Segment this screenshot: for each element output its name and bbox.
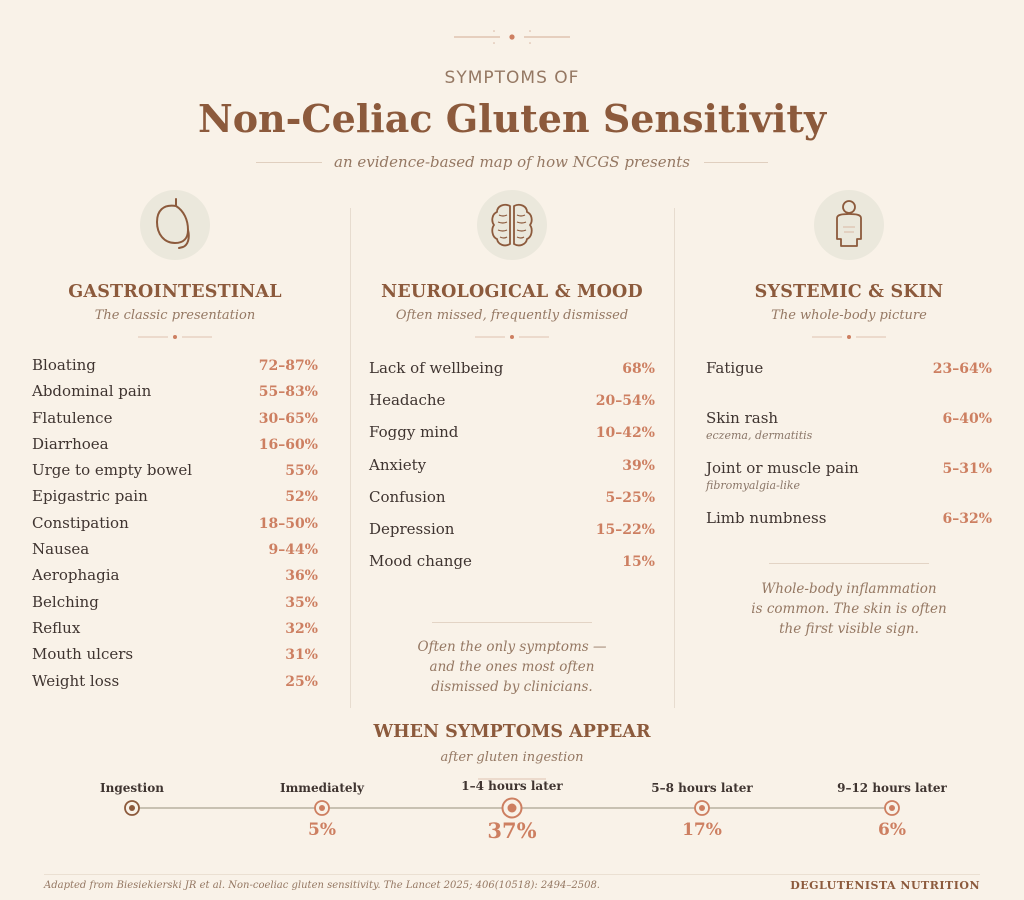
gastrointestinal-column [32,190,318,690]
timeline-marker [695,801,709,815]
symptom-prevalence: 72–87% [258,358,318,374]
symptom-item [706,409,992,459]
symptom-note: eczema, dermatitis [706,429,813,442]
section-ornament [138,333,212,341]
symptom-label: Lack of wellbeing [369,359,504,377]
page-title: Non-Celiac Gluten Sensitivity [197,96,827,141]
timeline-marker [885,801,899,815]
symptom-row [32,435,318,461]
brain-icon [487,200,537,250]
note-line: the first visible sign. [779,621,919,637]
systemic-list [706,359,992,559]
symptom-prevalence: 18–50% [258,515,318,532]
symptom-label: Flatulence [32,408,113,427]
note-line: Often the only symptoms — [417,639,607,655]
symptom-row [706,409,992,427]
body-icon-badge [814,190,884,260]
symptom-prevalence: 52% [285,489,318,506]
note-line: dismissed by clinicians. [431,679,593,695]
symptom-label: Fatigue [706,359,764,377]
symptom-row [32,514,318,540]
section-ornament [475,333,549,341]
symptom-item [706,359,992,409]
symptom-label: Depression [369,519,455,538]
source-citation: Adapted from Biesiekierski JR et al. Non-coeliac gluten sensitivity. The Lancet 2025; 406(10518): 2494–2508. [44,880,600,891]
timeline-label: Ingestion [100,781,164,795]
symptom-row [706,359,992,377]
symptom-prevalence: 31% [285,647,318,664]
note-rule [769,563,929,564]
gastrointestinal-title: GASTROINTESTINAL [68,282,282,302]
symptom-prevalence: 25% [285,673,318,690]
brand-name: DEGLUTENISTA NUTRITION [790,879,980,892]
symptom-prevalence: 36% [285,568,318,585]
symptom-item [706,509,992,559]
neurological-subtitle: Often missed, frequently dismissed [395,308,629,323]
symptom-row [369,359,655,391]
symptom-label: Foggy mind [369,423,459,442]
symptom-item [706,459,992,509]
symptom-prevalence: 5–31% [942,461,992,477]
symptom-row [32,461,318,487]
symptom-row [706,509,992,527]
brain-icon-badge [477,190,547,260]
symptom-prevalence: 6–40% [942,411,992,427]
symptom-row [369,552,655,584]
symptom-prevalence: 55% [285,463,318,480]
symptom-row [32,487,318,513]
note-line: Whole-body inflammation [761,581,937,597]
note-rule [432,622,592,623]
timeline-value: 37% [487,818,537,843]
symptom-prevalence: 9–44% [268,542,318,559]
symptom-row [32,382,318,408]
neurological-title: NEUROLOGICAL & MOOD [381,282,643,302]
symptom-row [369,456,655,488]
timeline-value: 17% [682,820,722,840]
symptom-row [32,593,318,619]
timeline-marker-peak [503,799,522,818]
timeline-label: 1–4 hours later [461,779,563,793]
symptom-prevalence: 16–60% [258,436,318,453]
note-line: is common. The skin is often [751,601,947,617]
symptom-row [32,645,318,671]
symptom-row [32,672,318,698]
symptom-label: Bloating [32,356,96,374]
body-icon [829,199,869,251]
symptom-row [32,540,318,566]
symptom-label: Skin rash [706,409,779,427]
symptom-label: Limb numbness [706,509,827,527]
symptom-label: Mood change [369,552,472,571]
symptom-label: Constipation [32,513,129,532]
note-line: and the ones most often [429,659,595,675]
symptom-row [369,391,655,423]
symptom-label: Headache [369,391,446,410]
systemic-note [706,579,992,639]
symptom-row [32,409,318,435]
symptom-row [706,459,992,477]
systemic-subtitle: The whole-body picture [771,308,927,323]
timeline-value: 5% [308,820,336,840]
symptom-prevalence: 55–83% [258,384,318,401]
symptom-label: Mouth ulcers [32,645,134,664]
timeline-label: 5–8 hours later [651,781,753,795]
symptom-row [369,520,655,552]
symptom-label: Urge to empty bowel [32,461,193,480]
symptom-label: Belching [32,592,99,611]
symptom-row [32,356,318,382]
stomach-icon-badge [140,190,210,260]
neurological-column [369,190,655,571]
page-subtitle: an evidence-based map of how NCGS presents [334,153,690,171]
page-kicker: SYMPTOMS OF [444,68,580,88]
symptom-label: Diarrhoea [32,434,109,453]
symptom-label: Joint or muscle pain [706,459,859,477]
symptom-label: Anxiety [369,455,427,474]
timeline-marker [125,801,139,815]
neurological-note [369,637,655,697]
symptom-prevalence: 30–65% [258,410,318,427]
symptom-label: Aerophagia [32,566,120,585]
timeline-label: 9–12 hours later [837,781,947,795]
gastrointestinal-list [32,356,318,698]
section-ornament [812,333,886,341]
systemic-title: SYSTEMIC & SKIN [754,282,944,302]
gastrointestinal-subtitle: The classic presentation [94,308,256,323]
symptom-row [369,423,655,455]
symptom-prevalence: 15% [622,554,655,571]
column-divider [350,208,351,708]
symptom-prevalence: 23–64% [932,361,992,377]
symptom-row [32,566,318,592]
column-divider [674,208,675,708]
symptom-label: Reflux [32,618,81,637]
symptom-prevalence: 10–42% [595,425,655,442]
symptom-label: Confusion [369,487,446,506]
symptom-prevalence: 35% [285,594,318,611]
symptom-prevalence: 6–32% [942,511,992,527]
symptom-label: Weight loss [32,671,120,690]
stomach-icon [151,197,199,253]
timeline-title: WHEN SYMPTOMS APPEAR [373,722,651,742]
symptom-prevalence: 15–22% [595,521,655,538]
symptom-row [32,619,318,645]
symptom-label: Epigastric pain [32,487,148,506]
timeline-value: 6% [878,820,906,840]
systemic-column [706,190,992,527]
symptom-prevalence: 20–54% [595,393,655,410]
symptom-row [369,488,655,520]
symptom-note: fibromyalgia-like [706,479,801,492]
timeline-label: Immediately [279,781,365,795]
timeline-subtitle: after gluten ingestion [440,750,584,765]
footer-rule [44,874,980,875]
symptom-prevalence: 68% [622,361,655,377]
timeline-marker [315,801,329,815]
header-ornament [454,28,570,46]
neurological-list [369,359,655,584]
symptom-label: Abdominal pain [32,382,152,401]
symptom-label: Nausea [32,540,90,559]
symptom-prevalence: 39% [622,457,655,474]
symptom-prevalence: 5–25% [605,489,655,506]
symptom-prevalence: 32% [285,620,318,637]
